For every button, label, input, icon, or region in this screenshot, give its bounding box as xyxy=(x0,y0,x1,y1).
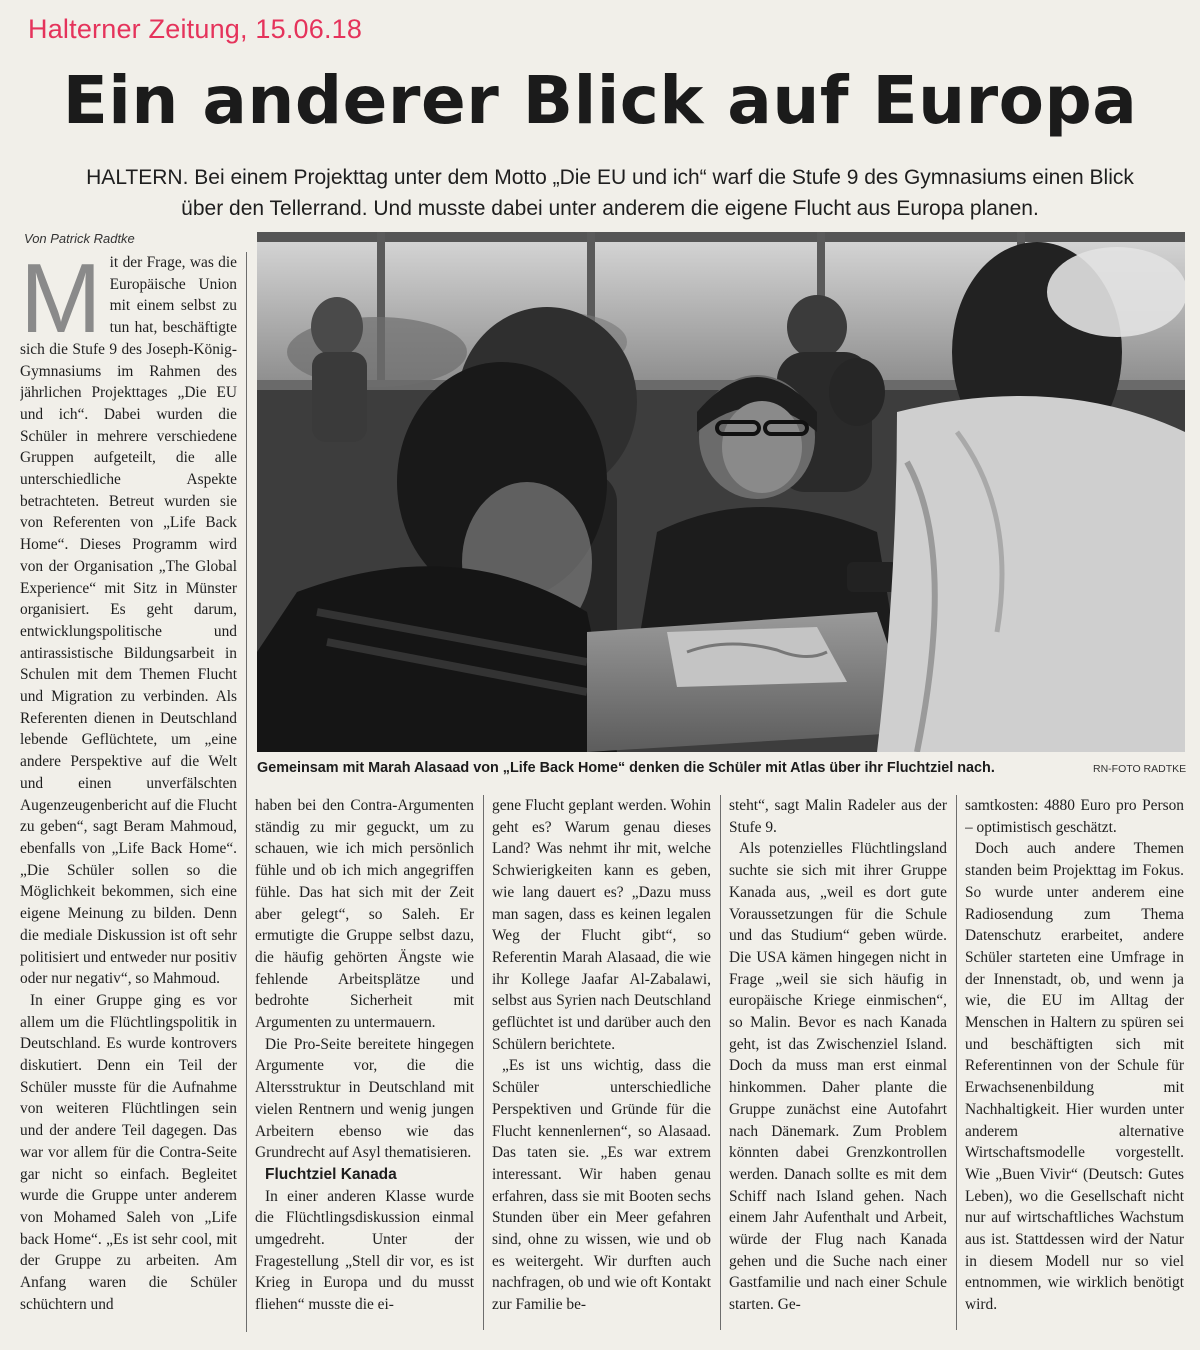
article-paragraph: it der Frage, was die Europäische Union mit einem selbst zu tun hat, beschäftigte sich die Stufe 9 des Joseph-König-Gymnasiums im Rahmen des jährlichen Projekttages „Die EU und ich“. Dabei wurden die Schüler in mehrere verschiedene Gruppen aufgeteilt, die alle unterschiedliche Aspekte betrachteten. Betreut wurden sie von Referenten von „Life Back Home“. Dieses Programm wird von der Organisation „The Global Experience“ mit Sitz in Münster organisiert. Es geht darum, entwicklungspolitische und antirassistische Bildungsarbeit in Schulen mit dem Themen Flucht und Migration zu verbinden. Als Referenten dienen in Deutschland lebende Geflüchtete, um „eine andere Perspektive auf die Welt und einen unverfälschten Augenzeugenbericht auf die Flucht zu geben“, sagt Beram Mahmoud, ebenfalls von „Life Back Home“. „Die Schüler sollen so die Möglichkeit bekommen, sich eine eigene Meinung zu bilden. Denn die mediale Diskussion ist oft sehr politisiert und entweder nur positiv oder nur negativ“, so Mahmoud. xyxy=(20,254,237,988)
article-column-4 xyxy=(729,795,947,1330)
article-paragraph: In einer Gruppe ging es vor allem um die Flüchtlingspolitik in Deutschland. Es wurde kontrovers diskutiert. Denn ein Teil der Schüler musste für die Aufnahme von weiteren Flüchtlingen sein und der andere Teil dagegen. Das war vor allem für die Contra-Seite gar nicht so einfach. Begleitet wurde die Gruppe unter anderem von Mohamed Saleh von „Life back Home“. „Es ist sehr cool, mit der Gruppe zu arbeiten. Am Anfang waren die Schüler schüchtern und xyxy=(20,991,237,1313)
article-paragraph: steht“, sagt Malin Radeler aus der Stufe 9. xyxy=(729,797,947,836)
lead-paragraph: HALTERN. Bei einem Projekttag unter dem Motto „Die EU und ich“ warf die Stufe 9 des Gymnasiums einen Blick über den Tellerrand. Und musste dabei unter anderem die eigene Flucht aus Europa planen. xyxy=(86,166,1134,220)
headline: Ein anderer Blick auf Europa xyxy=(62,62,1138,139)
article-photo xyxy=(257,232,1185,752)
drop-cap: M xyxy=(20,252,102,353)
source-label: Halterner Zeitung, 15.06.18 xyxy=(28,14,363,44)
article-column-3 xyxy=(492,795,711,1330)
article-paragraph: samtkosten: 4880 Euro pro Person – optimistisch geschätzt. xyxy=(965,797,1184,836)
article-paragraph: gene Flucht geplant werden. Wohin geht es? Warum genau dieses Land? Was nehmt ihr mit, welche Schwierigkeiten kann es geben, wie lang dauert es? „Dazu muss man sagen, dass es keinen legalen Weg der Flucht gibt“, so Referentin Marah Alasaad, die wie ihr Kollege Jaafar Al-Zabalawi, selbst aus Syrien nach Deutschland geflüchtet ist und darüber auch den Schülern berichtete. xyxy=(492,797,711,1053)
article-column-2 xyxy=(255,795,474,1330)
article-paragraph: In einer anderen Klasse wurde die Flüchtlingsdiskussion einmal umgedreht. Unter der Fragestellung „Stell dir vor, es ist Krieg in Europa und du musst fliehen“ musste die ei- xyxy=(255,1187,474,1314)
column-divider xyxy=(720,795,721,1330)
article-paragraph: Doch auch andere Themen standen beim Projekttag im Fokus. So wurde unter anderem eine Radiosendung zum Thema Datenschutz erarbeitet, andere Schüler starteten eine Umfrage in der Innenstadt, ob, und wenn ja wie, die EU im Alltag der Menschen in Haltern zu spüren sei und beschäftigten sich mit Referentinnen von der Schule für Erwachsenenbildung mit Nachhaltigkeit. Hier wurden unter anderem alternative Wirtschaftsmodelle vorgestellt. Wie „Buen Vivir“ (Deutsch: Gutes Leben), wo die Gesellschaft nicht nur auf wirtschaftliches Wachstum aus ist. Stattdessen wird der Natur in diesem Modell nur so viel entnommen, wie wirklich benötigt wird. xyxy=(965,840,1184,1314)
article-column-1 xyxy=(20,252,237,1327)
byline: Von Patrick Radtke xyxy=(24,231,135,246)
photo-credit: RN-FOTO RADTKE xyxy=(1093,763,1187,775)
article-column-5 xyxy=(965,795,1184,1330)
article-paragraph: Als potenzielles Flüchtlingsland suchte sie sich mit ihrer Gruppe Kanada aus, „weil es dort gute Voraussetzungen für die Schule und das Studium“ geben würde. Die USA kämen hingegen nicht in Frage „weil sie sich häufig in europäische Kriege einmischen“, so Malin. Bevor es nach Kanada geht, ist das Zwischenziel Island. Doch da muss man erst einmal hinkommen. Daher plante die Gruppe zunächst eine Autofahrt nach Dänemark. Zum Problem könnten dabei Grenzkontrollen werden. Danach sollte es mit dem Schiff nach Island gehen. Nach einem Jahr Aufenthalt und Arbeit, würde der Flug nach Kanada gehen und die Suche nach einer Gastfamilie und nach einer Schule starten. Ge- xyxy=(729,840,947,1314)
photo-caption: Gemeinsam mit Marah Alasaad von „Life Back Home“ denken die Schüler mit Atlas über ihr Fluchtziel nach. xyxy=(257,760,995,776)
article-paragraph: Die Pro-Seite bereitete hingegen Argumente vor, die die Altersstruktur in Deutschland mit vielen Rentnern und wenig jungen Arbeitern ebenso wie das Grundrecht auf Asyl thematisieren. xyxy=(255,1035,474,1162)
article-paragraph: haben bei den Contra-Argumenten ständig zu mir geguckt, um zu schauen, wie ich mich persönlich fühle und ob ich mich angegriffen fühle. Das hat sich mit der Zeit aber gelegt“, so Saleh. Er ermutigte die Gruppe selbst dazu, die häufig gehörten Ängste wie fehlende Arbeitsplätze und bedrohte Sicherheit mit Argumenten zu untermauern. xyxy=(255,797,474,1032)
article-paragraph: „Es ist uns wichtig, dass die Schüler unterschiedliche Perspektiven und Gründe für die Flucht kennenlernen“, so Alasaad. Das taten sie. „Es war extrem interessant. Wir haben genau erfahren, dass sie mit Booten sechs Stunden über ein Meer gefahren sind, ohne zu wissen, wie und ob es weitergeht. Wir durften auch nachfragen, ob und wie oft Kontakt zur Familie be- xyxy=(492,1057,711,1314)
column-divider xyxy=(956,795,957,1330)
subheading: Fluchtziel Kanada xyxy=(265,1165,397,1183)
column-divider xyxy=(246,252,247,1332)
column-divider xyxy=(483,795,484,1330)
classroom-photo xyxy=(257,232,1185,752)
